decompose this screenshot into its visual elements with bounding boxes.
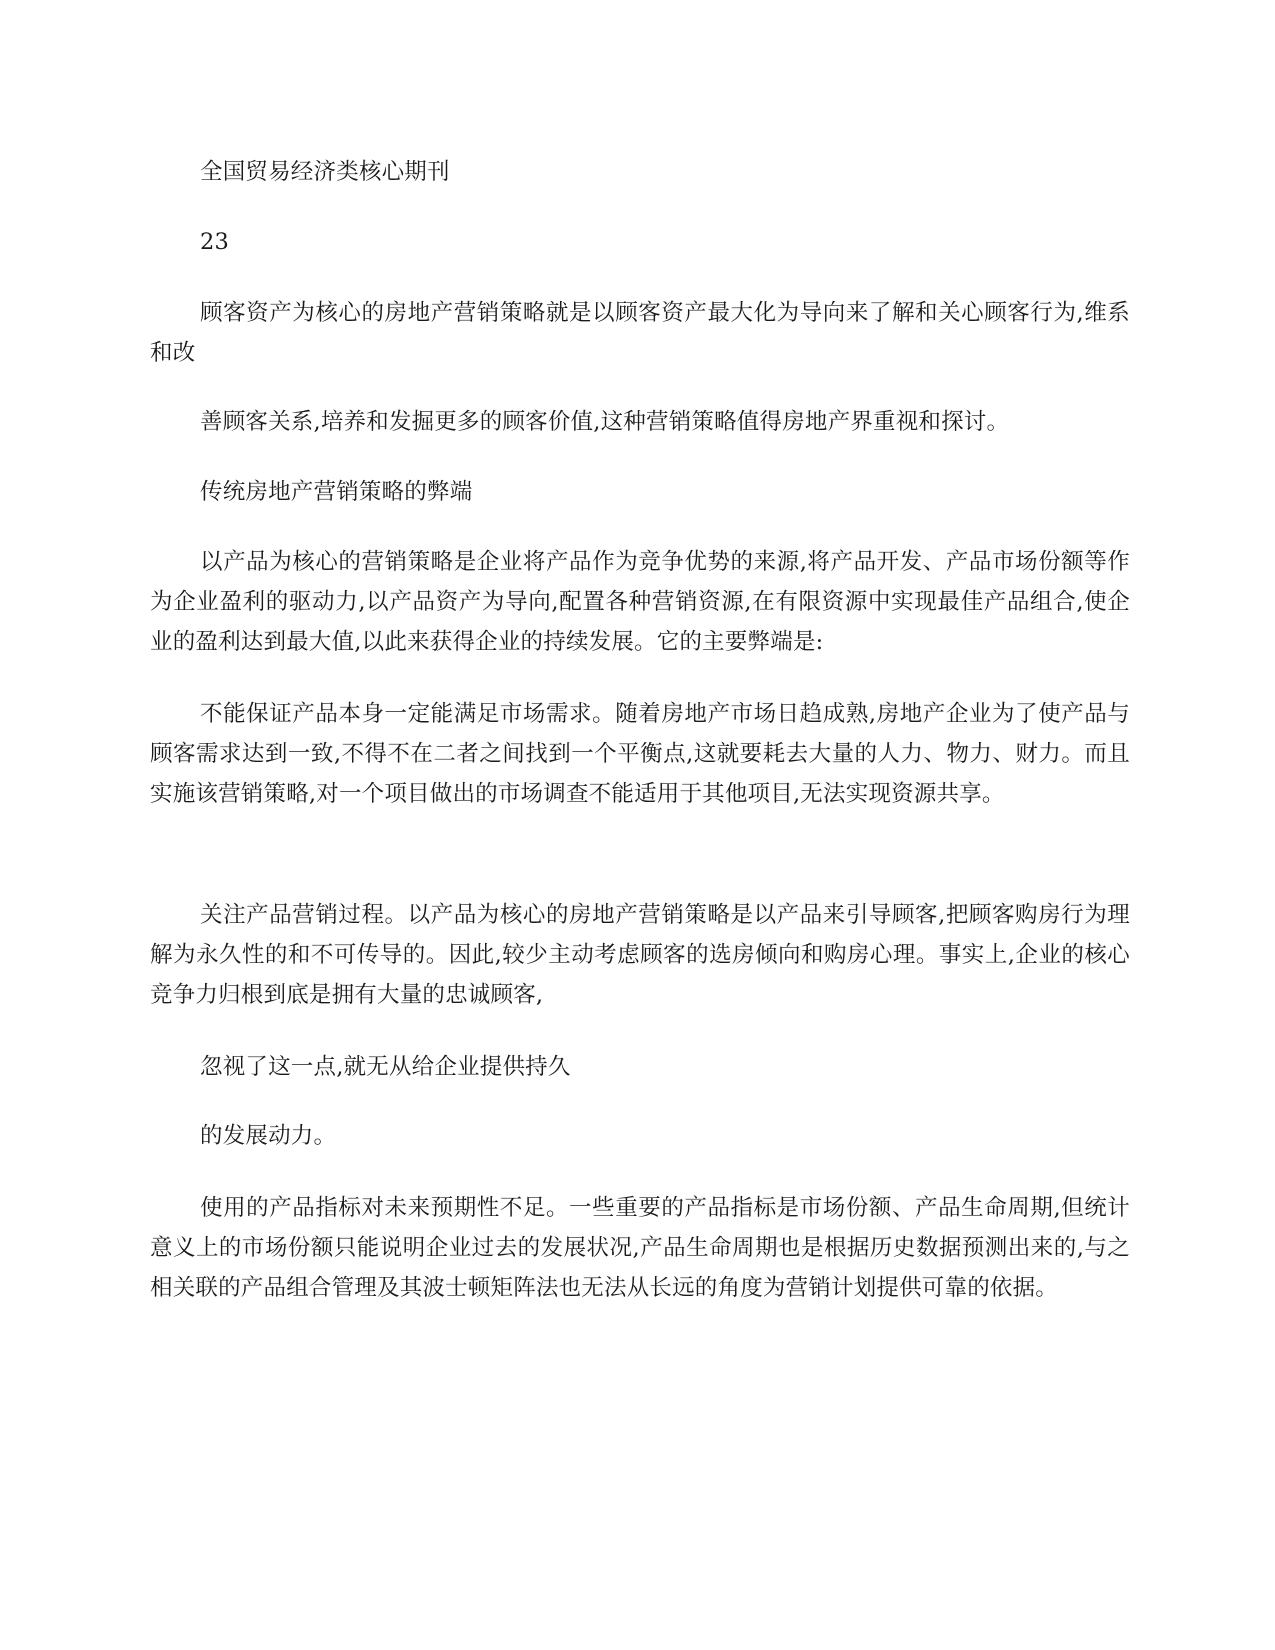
section-heading: 传统房地产营销策略的弊端 — [200, 479, 473, 505]
paragraph-3: 以产品为核心的营销策略是企业将产品作为竞争优势的来源,将产品开发、产品市场份额等作为企业盈利的驱动力,以产品资产为导向,配置各种营销资源,在有限资源中实现最佳产品组合,使企业的盈利达到最大值,以此来获得企业的持续发展。它的主要弊端是: — [150, 549, 1130, 655]
paragraph-1: 顾客资产为核心的房地产营销策略就是以顾客资产最大化为导向来了解和关心顾客行为,维系和改 — [150, 300, 1130, 366]
paragraph-2: 善顾客关系,培养和发掘更多的顾客价值,这种营销策略值得房地产界重视和探讨。 — [200, 409, 1010, 435]
paragraph-7: 的发展动力。 — [200, 1123, 337, 1149]
paragraph-4: 不能保证产品本身一定能满足市场需求。随着房地产市场日趋成熟,房地产企业为了使产品与顾客需求达到一致,不得不在二者之间找到一个平衡点,这就要耗去大量的人力、物力、财力。而且实施该营销策略,对一个项目做出的市场调查不能适用于其他项目,无法实现资源共享。 — [150, 701, 1130, 807]
paragraph-8: 使用的产品指标对未来预期性不足。一些重要的产品指标是市场份额、产品生命周期,但统计意义上的市场份额只能说明企业过去的发展状况,产品生命周期也是根据历史数据预测出来的,与之相关联的产品组合管理及其波士顿矩阵法也无法从长远的角度为营销计划提供可靠的依据。 — [150, 1195, 1130, 1301]
journal-header: 全国贸易经济类核心期刊 — [200, 159, 450, 185]
paragraph-5: 关注产品营销过程。以产品为核心的房地产营销策略是以产品来引导顾客,把顾客购房行为理解为永久性的和不可传导的。因此,较少主动考虑顾客的选房倾向和购房心理。事实上,企业的核心竞争力归根到底是拥有大量的忠诚顾客, — [150, 902, 1130, 1008]
page-number: 23 — [200, 229, 230, 255]
paragraph-6: 忽视了这一点,就无从给企业提供持久 — [200, 1054, 571, 1080]
